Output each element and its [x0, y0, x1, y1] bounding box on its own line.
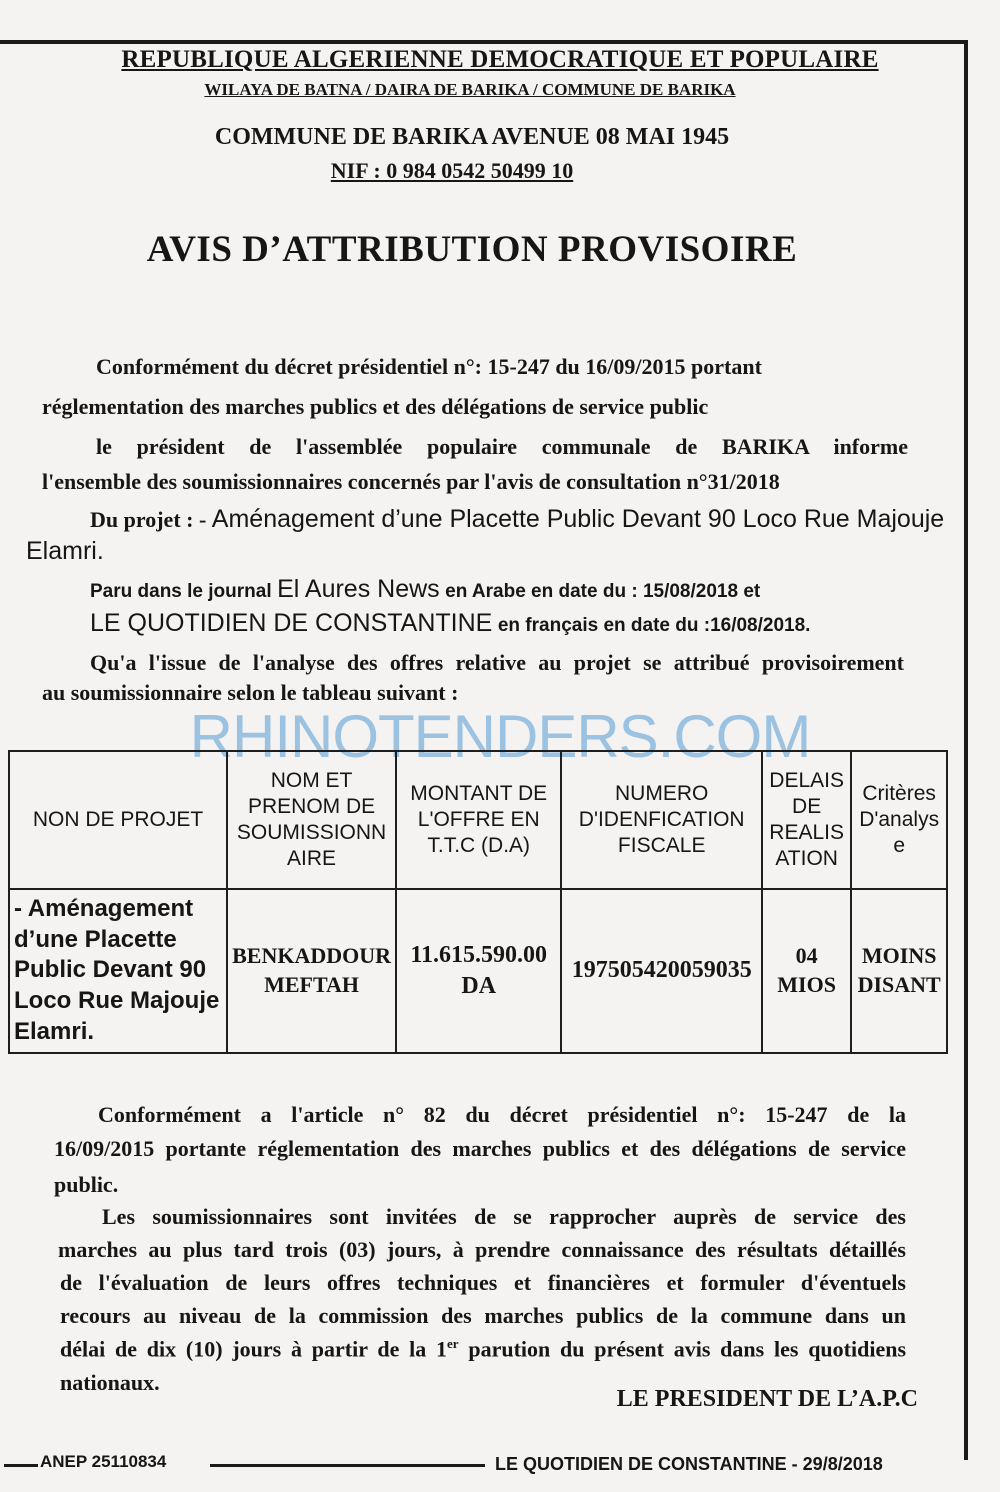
project-name-part-2: Elamri. — [26, 537, 104, 565]
project-line-1 — [90, 505, 944, 534]
footer-left-rule — [4, 1464, 38, 1467]
cell-bidder: BENKADDOUR MEFTAH — [227, 889, 396, 1053]
published-line-2 — [90, 609, 810, 638]
intro-line-1: Conformément du décret présidentiel n°: 15-247 du 16/09/2015 portant — [96, 354, 762, 379]
intro-line-4: l'ensemble des soumissionnaires concernés par l'avis de consultation n°31/2018 — [42, 469, 780, 494]
commune-address: COMMUNE DE BARIKA AVENUE 08 MAI 1945 — [214, 124, 730, 150]
journal-arabic: El Aures News — [277, 575, 440, 603]
table-row — [9, 889, 947, 1053]
journal-french: LE QUOTIDIEN DE CONSTANTINE — [90, 609, 493, 637]
award-table — [8, 750, 948, 1054]
closing-p1-line-1: Conformément a l'article n° 82 du décret présidentiel n°: 15-247 de la — [98, 1102, 906, 1127]
issue-line-1: Qu'a l'issue de l'analyse des offres relative au projet se attribué provisoirement — [90, 650, 904, 675]
closing-p2-line-5-start: délai de dix (10) jours à partir de la 1 — [60, 1336, 448, 1362]
closing-p2-line-4: recours au niveau de la commission des marches publics de la commune dans un — [60, 1303, 906, 1328]
cell-delay: 04 MIOS — [762, 889, 851, 1053]
header-amount: MONTANT DE L'OFFRE EN T.T.C (D.A) — [396, 751, 561, 889]
closing-p2-line-5-end: parution du présent avis dans les quotidiens — [458, 1336, 907, 1362]
header-criteria: Critères D'analys e — [851, 751, 947, 889]
header-project: NON DE PROJET — [9, 751, 227, 889]
signature: LE PRESIDENT DE L’A.P.C — [616, 1386, 918, 1412]
footer — [0, 1450, 1000, 1480]
header-delay: DELAIS DE REALIS ATION — [762, 751, 851, 889]
published-line-1 — [90, 575, 760, 604]
republic-header: REPUBLIQUE ALGERIENNE DEMOCRATIQUE ET POPULAIRE — [121, 46, 879, 73]
closing-p2-line-1: Les soumissionnaires sont invitées de se rapprocher auprès de service des — [102, 1204, 906, 1229]
cell-amount: 11.615.590.00 DA — [396, 889, 561, 1053]
table-header-row — [9, 751, 947, 889]
footer-journal: LE QUOTIDIEN DE CONSTANTINE - 29/8/2018 — [495, 1454, 883, 1474]
header-tax-id: NUMERO D'IDENFICATION FISCALE — [561, 751, 762, 889]
intro-line-3: le président de l'assemblée populaire communale de BARIKA informe — [96, 434, 908, 459]
closing-p2-line-2: marches au plus tard trois (03) jours, à prendre connaissance des résultats détaillés — [58, 1237, 906, 1262]
closing-p1-line-2: 16/09/2015 portante réglementation des marches publics et des délégations de service — [54, 1136, 906, 1161]
cell-criteria: MOINS DISANT — [851, 889, 947, 1053]
published-date-french: en français en date du :16/08/2018. — [497, 615, 811, 636]
cell-project: - Aménagement d’une Placette Public Devant 90 Loco Rue Majouje Elamri. — [9, 889, 227, 1053]
published-label: Paru dans le journal — [90, 581, 272, 602]
closing-p2-line-5-superscript: er — [447, 1336, 459, 1351]
watermark: RHINOTENDERS.COM — [189, 703, 811, 770]
project-label: Du projet : - — [90, 507, 207, 532]
cell-tax-id: 197505420059035 — [561, 889, 762, 1053]
project-name-part-1: Aménagement d’une Placette Public Devant 90 Loco Rue Majouje — [211, 505, 945, 533]
closing-p1-line-3: public. — [54, 1172, 119, 1197]
footer-anep: ANEP 25110834 — [40, 1452, 167, 1471]
commune-nif: NIF : 0 984 0542 50499 10 — [330, 158, 574, 183]
intro-line-2: réglementation des marches publics et des délégations de service public — [42, 394, 709, 419]
footer-rule — [210, 1464, 485, 1467]
closing-p2-line-3: de l'évaluation de leurs offres techniques et financières et formuler d'éventuels — [60, 1270, 906, 1295]
closing-p2-line-6: nationaux. — [60, 1370, 160, 1395]
notice-title: AVIS D’ATTRIBUTION PROVISOIRE — [146, 229, 798, 270]
closing-p2-line-5 — [60, 1336, 906, 1362]
header-bidder: NOM ET PRENOM DE SOUMISSIONN AIRE — [227, 751, 396, 889]
wilaya-header: WILAYA DE BATNA / DAIRA DE BARIKA / COMMUNE DE BARIKA — [204, 80, 736, 99]
issue-line-2: au soumissionnaire selon le tableau suivant : — [42, 680, 459, 705]
published-date-arabic: en Arabe en date du : 15/08/2018 et — [445, 581, 761, 602]
